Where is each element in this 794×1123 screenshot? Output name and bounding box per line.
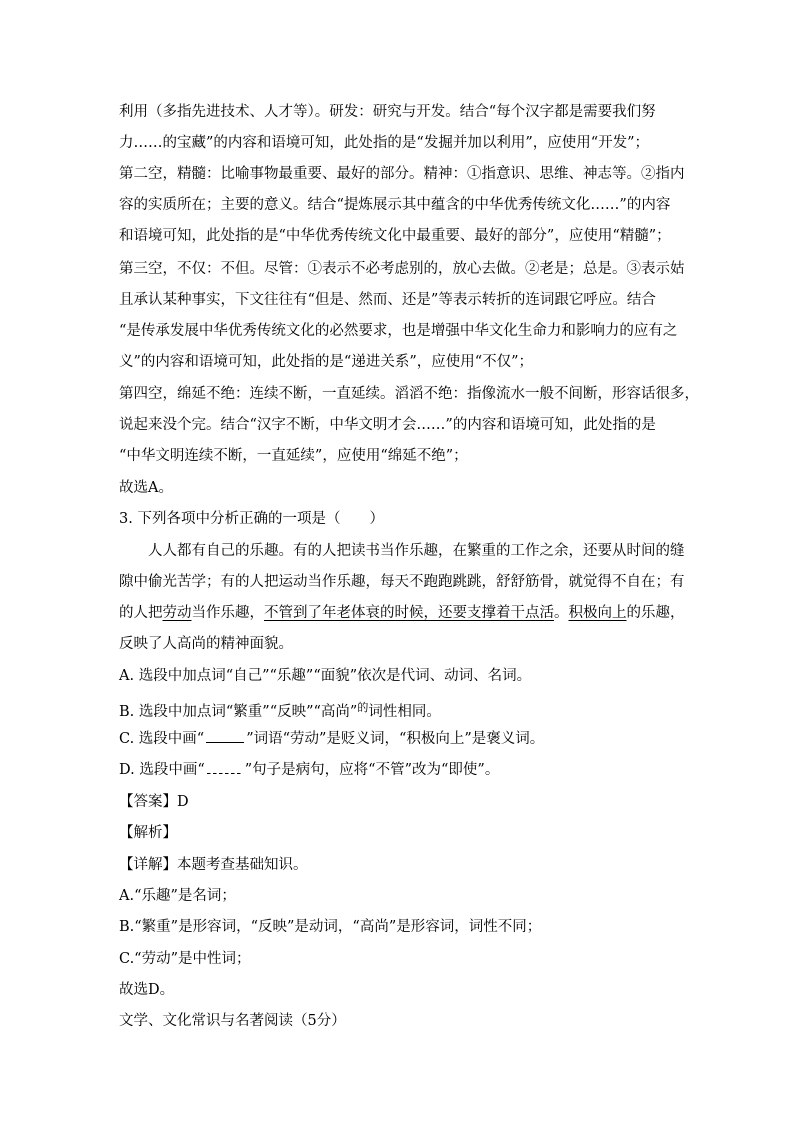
option-c-text: C. 选段中画“ bbox=[119, 731, 205, 747]
underlined-word: 积极向上 bbox=[568, 605, 627, 621]
explanation-line: 第四空，绵延不绝：连续不断，一直延续。滔滔不绝：指像流水一般不间断，形容话很多， bbox=[119, 386, 699, 402]
passage-line bbox=[119, 604, 685, 622]
option-b-text: B. 选段中加点词“繁重”“反映”“高尚” bbox=[119, 704, 358, 720]
detail-line: 【详解】本题考查基础知识。 bbox=[119, 857, 308, 873]
passage-line: 隙中偷光苦学；有的人把运动当作乐趣，每天不跑跑跳跳，舒舒筋骨，就觉得不自在；有 bbox=[119, 574, 685, 590]
underlined-word: 劳动 bbox=[162, 605, 192, 621]
explanation-line: 第三空，不仅：不但。尽管：①表示不必考虑别的，放心去做。②老是；总是。③表示姑 bbox=[119, 261, 685, 277]
option-b-text: 词性相同。 bbox=[368, 704, 441, 720]
choice-conclusion: 故选A。 bbox=[119, 480, 173, 496]
option-d-text: D. 选段中画“ bbox=[119, 762, 205, 778]
option-c bbox=[119, 730, 679, 748]
analysis-c: C.“劳动”是中性词； bbox=[119, 951, 251, 967]
option-d-text: ”句子是病句，应将“不管”改为“即使”。 bbox=[244, 762, 500, 778]
choice-conclusion: 故选D。 bbox=[119, 982, 175, 998]
explanation-line: “中华文明连续不断，一直延续”，应使用“绵延不绝”； bbox=[119, 448, 468, 464]
analysis-a: A.“乐趣”是名词； bbox=[119, 888, 236, 904]
explanation-line: 第二空，精髓：比喻事物最重要、最好的部分。精神：①指意识、思维、神志等。②指内 bbox=[119, 166, 685, 182]
explanation-line: 力……的宝藏”的内容和语境可知，此处指的是“发掘并加以利用”，应使用“开发”； bbox=[119, 135, 650, 151]
passage-line: 反映了人高尚的精神面貌。 bbox=[119, 636, 293, 652]
explanation-line: 利用（多指先进技术、人才等）。研发：研究与开发。结合“每个汉字都是需要我们努 bbox=[119, 104, 656, 120]
underlined-sentence: 不管到了年老体衰的时候，还要支撑着干点活 bbox=[264, 605, 554, 621]
section-heading: 文学、文化常识与名著阅读（5分） bbox=[119, 1013, 346, 1029]
passage-text: 。 bbox=[554, 605, 569, 621]
option-d bbox=[119, 761, 679, 779]
explanation-line: 和语境可知，此处指的是“中华优秀传统文化中最重要、最好的部分”，应使用“精髓”； bbox=[119, 228, 671, 244]
passage-text: 当作乐趣， bbox=[191, 605, 264, 621]
underline-mark bbox=[206, 730, 244, 743]
explanation-line: 说起来没个完。结合“汉字不断，中华文明才会……”的内容和语境可知，此处指的是 bbox=[119, 417, 656, 433]
analysis-b: B.“繁重”是形容词，“反映”是动词，“高尚”是形容词，词性不同； bbox=[119, 919, 542, 935]
passage-text: 的人把 bbox=[119, 605, 163, 621]
option-a: A. 选段中加点词“自己”“乐趣”“面貌”依次是代词、动词、名词。 bbox=[119, 668, 532, 684]
explanation-line: “是传承发展中华优秀传统文化的必然要求，也是增强中华文化生命力和影响力的应有之 bbox=[119, 323, 678, 339]
option-c-text: ”词语“劳动”是贬义词，“积极向上”是褒义词。 bbox=[246, 731, 545, 747]
option-b-superscript: 的 bbox=[357, 701, 369, 714]
analysis-label: 【解析】 bbox=[119, 825, 177, 841]
answer-line: 【答案】D bbox=[119, 794, 189, 810]
question-stem: 3. 下列各项中分析正确的一项是（ ） bbox=[119, 511, 384, 527]
passage-text: 的乐趣， bbox=[626, 605, 685, 621]
explanation-line: 且承认某种事实，下文往往有“但是、然而、还是”等表示转折的连词跟它呼应。结合 bbox=[119, 292, 656, 308]
passage-line: 人人都有自己的乐趣。有的人把读书当作乐趣，在繁重的工作之余，还要从时间的缝 bbox=[148, 543, 685, 559]
explanation-line: 容的实质所在；主要的意义。结合“提炼展示其中蕴含的中华优秀传统文化……”的内容 bbox=[119, 197, 671, 213]
wavy-underline-mark bbox=[207, 762, 243, 774]
explanation-line: 义”的内容和语境可知，此处指的是“递进关系”，应使用“不仅”； bbox=[119, 354, 534, 370]
option-b bbox=[119, 699, 679, 721]
